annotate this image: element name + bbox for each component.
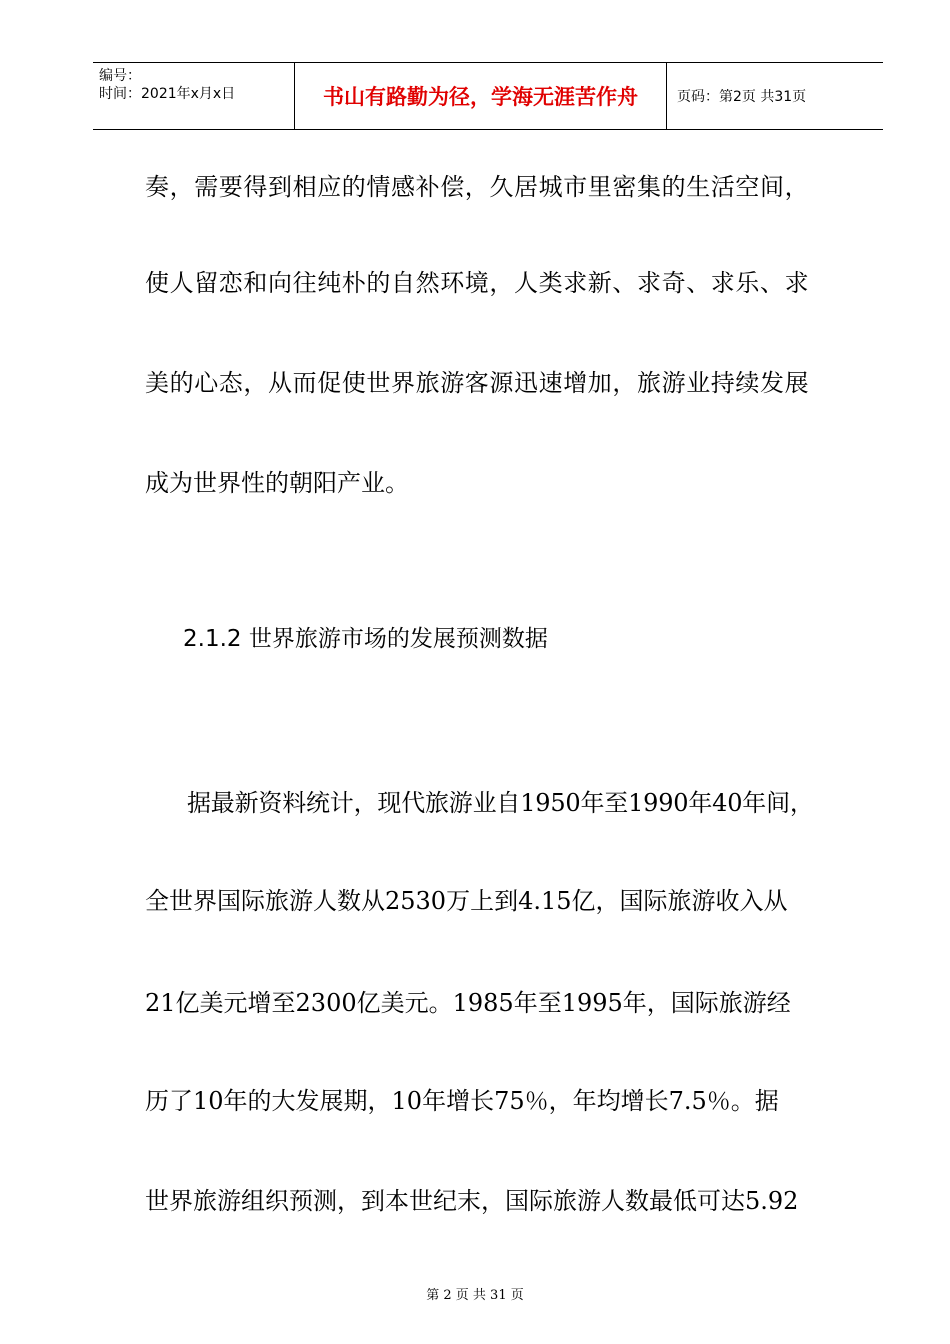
section-heading: 2.1.2 世界旅游市场的发展预测数据: [183, 626, 548, 652]
paragraph-line: 美的心态，从而促使世界旅游客源迅速增加，旅游业持续发展: [145, 369, 810, 397]
paragraph-line: 全世界国际旅游人数从2530万上到4.15亿，国际旅游收入从: [145, 887, 788, 915]
header-page-info: 页码：第2页 共31页: [677, 89, 807, 105]
time-label: 时间：2021年x月x日: [99, 86, 236, 102]
paragraph-line: 据最新资料统计，现代旅游业自1950年至1990年40年间，: [187, 789, 814, 817]
paragraph-line: 历了10年的大发展期，10年增长75％，年均增长7.5％。据: [145, 1087, 779, 1115]
page-footer: 第 2 页 共 31 页: [426, 1288, 524, 1303]
paragraph-line: 使人留恋和向往纯朴的自然环境，人类求新、求奇、求乐、求: [145, 269, 810, 297]
paragraph-line: 成为世界性的朝阳产业。: [145, 469, 409, 497]
paragraph-line: 21亿美元增至2300亿美元。1985年至1995年，国际旅游经: [145, 989, 791, 1017]
paragraph-line: 世界旅游组织预测，到本世纪末，国际旅游人数最低可达5.92: [145, 1187, 799, 1215]
paragraph-line: 奏，需要得到相应的情感补偿，久居城市里密集的生活空间，: [145, 173, 810, 201]
serial-label: 编号：: [99, 68, 141, 84]
header-meta: [93, 63, 295, 129]
page-header: [93, 62, 883, 130]
header-motto: 书山有路勤为径，学海无涯苦作舟: [295, 63, 667, 129]
